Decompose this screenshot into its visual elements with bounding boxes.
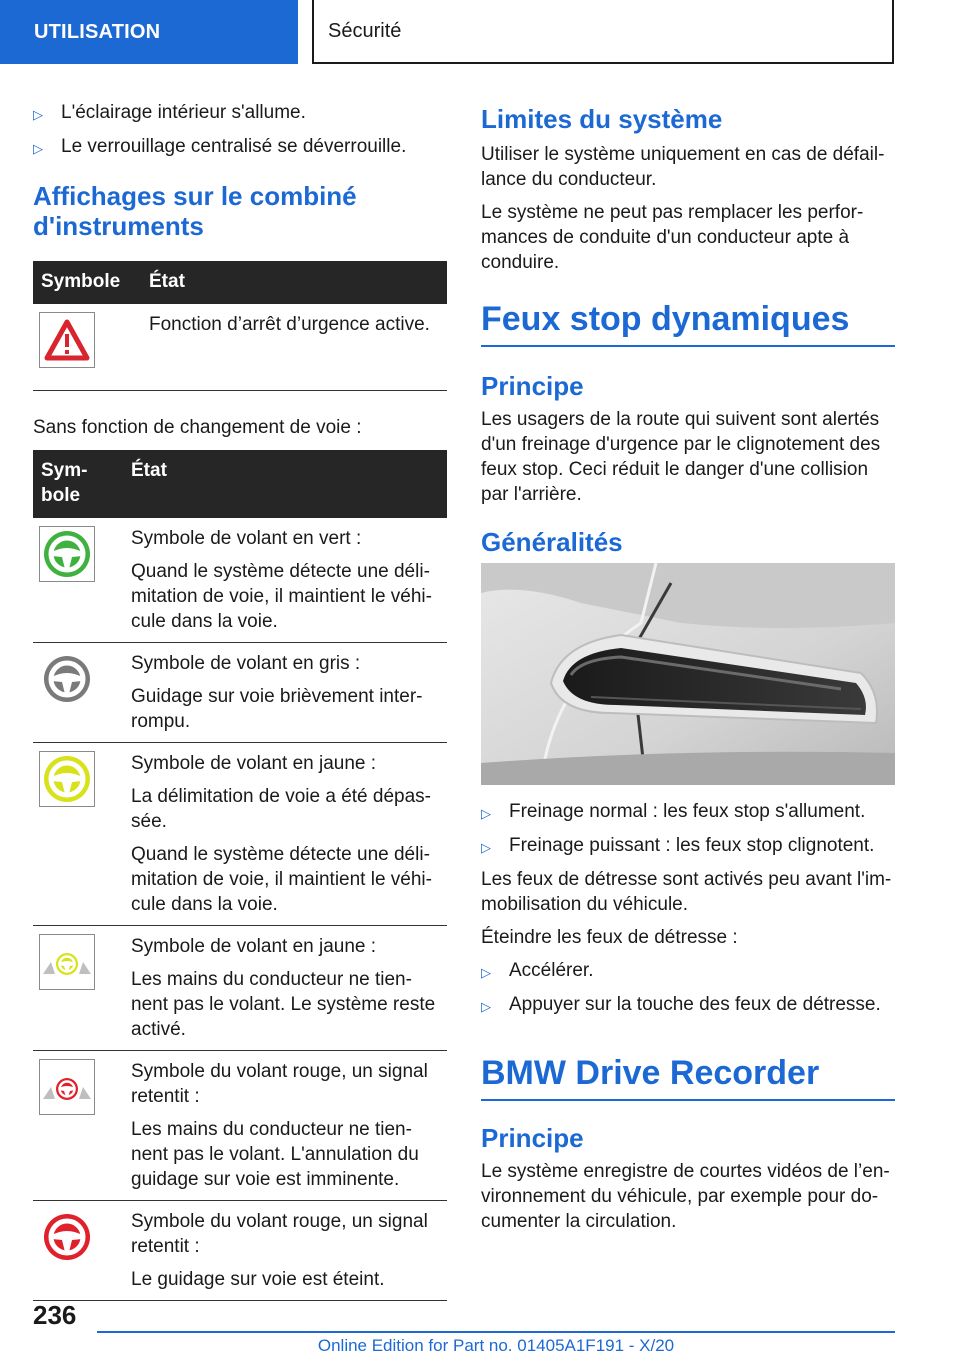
right-column xyxy=(481,100,895,1242)
table-row xyxy=(33,926,447,1051)
symbol-table-lane xyxy=(33,450,447,1301)
warning-triangle-icon xyxy=(39,312,95,368)
state-description: Le guidage sur voie est éteint. xyxy=(131,1269,385,1290)
left-column xyxy=(33,100,447,1301)
state-title: Symbole de volant en gris : xyxy=(131,653,361,674)
limits-text: Utiliser le système uniquement en cas de défail-lance du conducteur. xyxy=(481,144,885,190)
steering-wheel-red-icon xyxy=(39,1209,95,1265)
limits-text: Le système ne peut pas remplacer les perfor-mances de conduite d'un conducteur apte à conduire. xyxy=(481,202,864,273)
list-item: ▷ Accélérer. xyxy=(481,958,895,985)
principle-text: Les usagers de la route qui suivent sont alertés d'un freinage d'urgence par le clignotement des feux stop. Ceci réduit le danger d'une collision par l'arrière. xyxy=(481,409,881,505)
table-header-state: État xyxy=(123,450,447,518)
principle-heading: Principe xyxy=(481,371,584,401)
bullet-triangle-icon: ▷ xyxy=(33,141,43,156)
symbol-table-emergency xyxy=(33,261,447,391)
list-item: ▷ Le verrouillage centralisé se déverrouille. xyxy=(33,134,447,161)
steering-wheel-grey-icon xyxy=(39,651,95,707)
state-text: Fonction d’arrêt d’urgence active. xyxy=(141,304,447,391)
tail-light-image xyxy=(481,563,895,785)
state-description: Guidage sur voie brièvement inter-rompu. xyxy=(131,686,423,732)
state-description: La délimitation de voie a été dépas-sée. xyxy=(131,786,431,832)
table-row xyxy=(33,1051,447,1201)
state-title: Symbole de volant en vert : xyxy=(131,528,362,549)
limits-heading: Limites du système xyxy=(481,104,723,134)
table-row xyxy=(33,643,447,743)
state-description: Les mains du conducteur ne tien-nent pas le volant. L'annulation du guidage sur voie est imminente. xyxy=(131,1119,419,1190)
chapter-title: Sécurité xyxy=(328,19,402,42)
table-header-state: État xyxy=(141,261,447,304)
general-heading: Généralités xyxy=(481,527,623,557)
drive-recorder-heading: BMW Drive Recorder xyxy=(481,1053,895,1101)
recorder-principle-heading: Principe xyxy=(481,1123,584,1153)
steering-wheel-yellow-icon xyxy=(39,751,95,807)
list-item: ▷ L'éclairage intérieur s'allume. xyxy=(33,100,447,127)
list-item: ▷ Freinage normal : les feux stop s'allument. xyxy=(481,799,895,826)
state-title: Symbole du volant rouge, un signal retentit : xyxy=(131,1061,428,1107)
table-row xyxy=(33,1201,447,1301)
steering-wheel-green-icon xyxy=(39,526,95,582)
page-number: 236 xyxy=(33,1300,77,1330)
section-label: UTILISATION xyxy=(34,20,161,43)
bullet-triangle-icon: ▷ xyxy=(481,999,491,1014)
steering-wheel-red-hands-icon xyxy=(39,1059,95,1115)
brake-lights-heading: Feux stop dynamiques xyxy=(481,299,895,347)
table-row xyxy=(33,743,447,926)
list-item: ▷ Freinage puissant : les feux stop clignotent. xyxy=(481,833,895,860)
bullet-triangle-icon: ▷ xyxy=(481,806,491,821)
table-row xyxy=(33,518,447,643)
steering-wheel-yellow-hands-icon xyxy=(39,934,95,990)
instrument-display-heading: Affichages sur le combiné d'instruments xyxy=(33,181,357,241)
footer-divider xyxy=(97,1331,895,1333)
recorder-text: Le système enregistre de courtes vidéos de l’en-vironnement du véhicule, par exemple pour do-cumenter la circulation. xyxy=(481,1161,890,1232)
state-description: Quand le système détecte une déli-mitation de voie, il maintient le véhi-cule dans la voie. xyxy=(131,561,432,632)
hazard-off-text: Éteindre les feux de détresse : xyxy=(481,927,738,948)
hazard-text: Les feux de détresse sont activés peu avant l'im-mobilisation du véhicule. xyxy=(481,869,892,915)
bullet-triangle-icon: ▷ xyxy=(33,107,43,122)
list-item: ▷ Appuyer sur la touche des feux de détresse. xyxy=(481,992,895,1019)
table-header-symbol: Sym- bole xyxy=(33,450,123,518)
section-tab xyxy=(0,0,298,64)
state-description: Les mains du conducteur ne tien-nent pas le volant. Le système reste activé. xyxy=(131,969,436,1040)
bullet-triangle-icon: ▷ xyxy=(481,840,491,855)
table-row xyxy=(33,304,447,391)
table-header-symbol: Symbole xyxy=(33,261,141,304)
state-description: Quand le système détecte une déli-mitation de voie, il maintient le véhi-cule dans la voie. xyxy=(131,844,432,915)
state-title: Symbole de volant en jaune : xyxy=(131,936,377,957)
bullet-triangle-icon: ▷ xyxy=(481,965,491,980)
chapter-header xyxy=(312,0,894,64)
edition-note: Online Edition for Part no. 01405A1F191 - X/20 xyxy=(317,1336,675,1355)
lane-intro-text: Sans fonction de changement de voie : xyxy=(33,417,362,438)
state-title: Symbole du volant rouge, un signal retentit : xyxy=(131,1211,428,1257)
state-title: Symbole de volant en jaune : xyxy=(131,753,377,774)
